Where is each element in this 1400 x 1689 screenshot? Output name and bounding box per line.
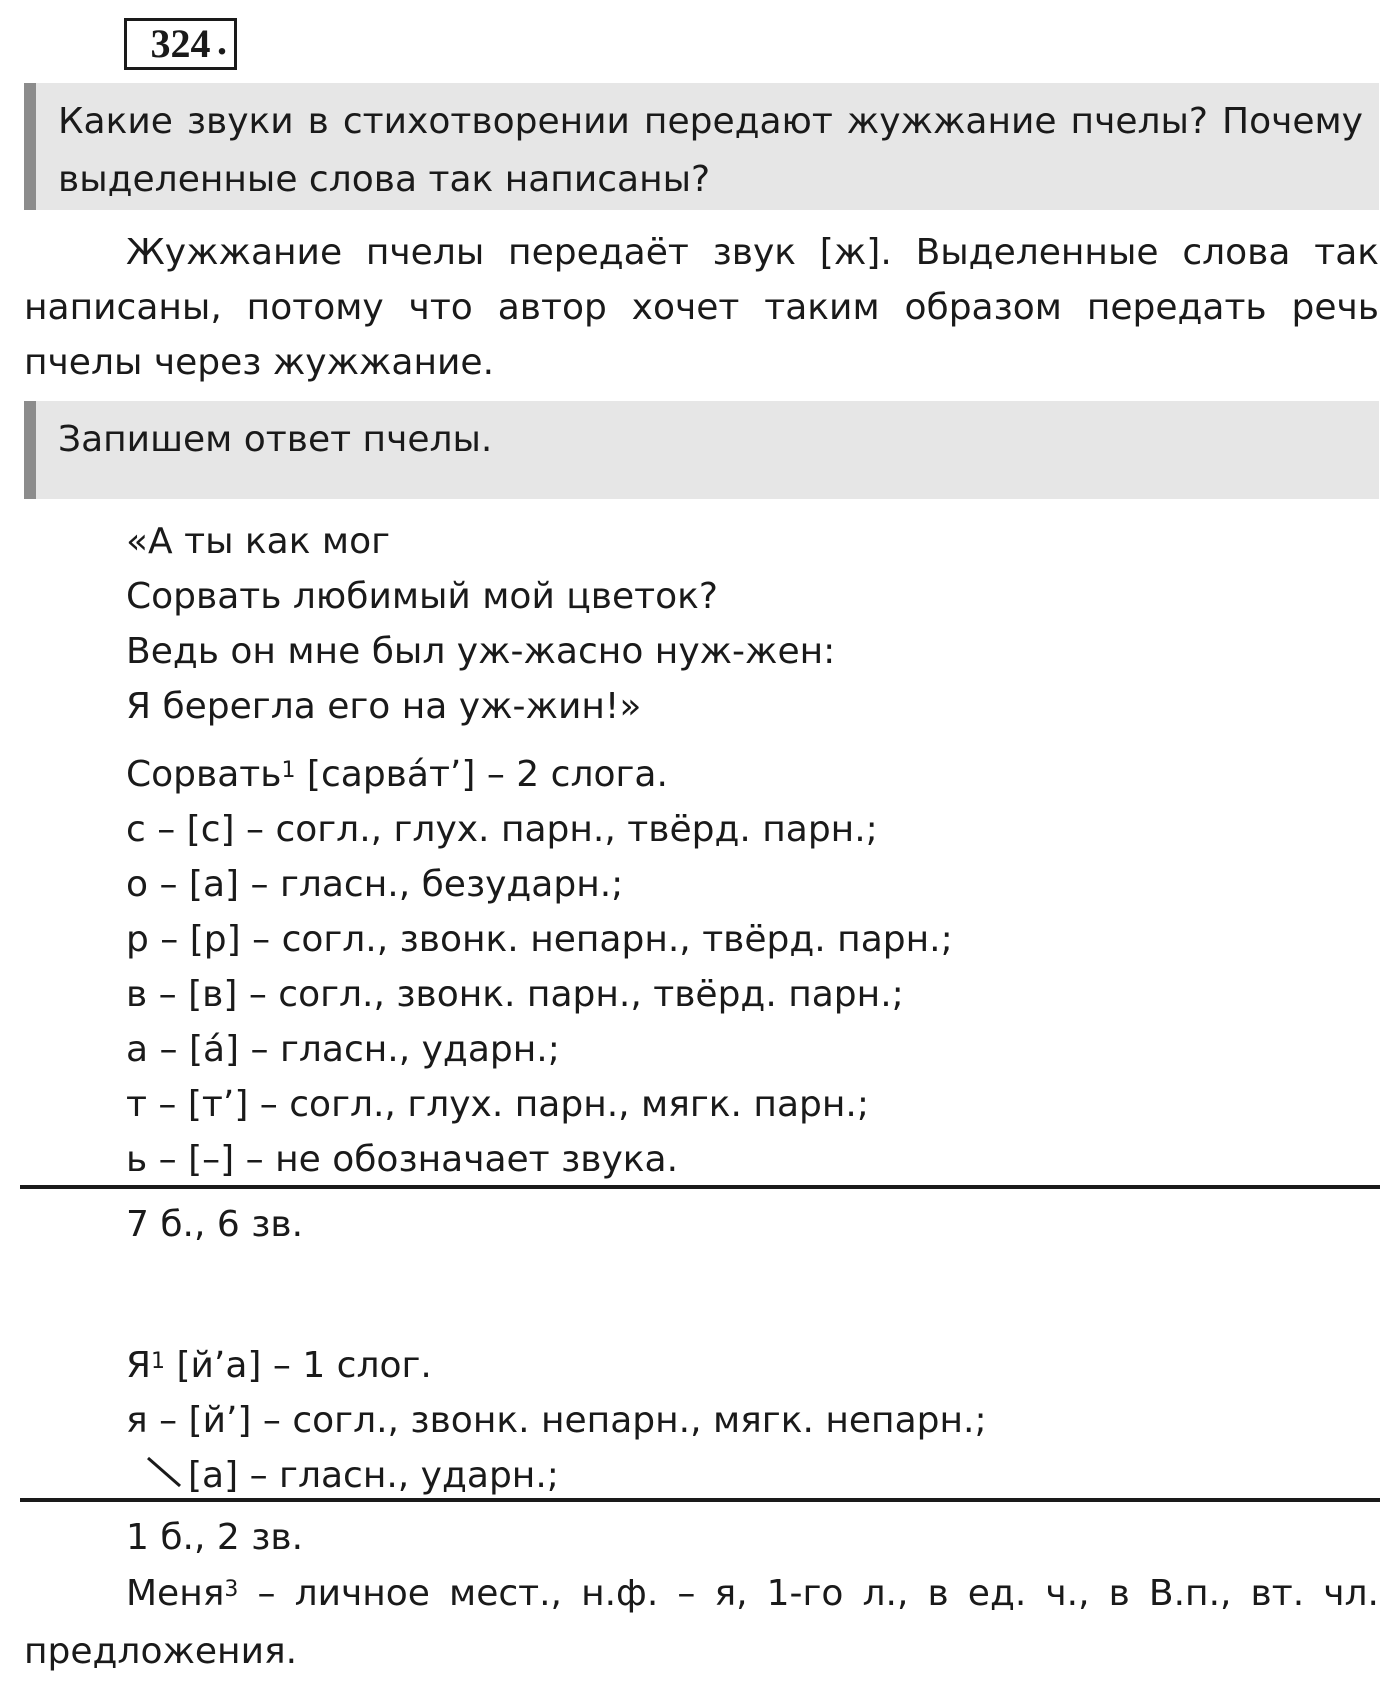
analysis-header bbox=[126, 747, 1366, 802]
note-text: – личное мест., н.ф. – я, 1-го л., в ед. ч., в В.п., вт. чл. предложения. bbox=[24, 1573, 1379, 1672]
analysis-line-second-sound bbox=[126, 1448, 1366, 1503]
analysis-header bbox=[126, 1338, 1366, 1393]
analysis-line: т – [т’] – согл., глух. парн., мягк. парн.; bbox=[126, 1084, 869, 1125]
poem-line: Сорвать любимый мой цветок? bbox=[126, 576, 718, 617]
total-line: 1 б., 2 зв. bbox=[126, 1517, 304, 1558]
analysis-line: с – [с] – согл., глух. парн., твёрд. парн.; bbox=[126, 809, 878, 850]
note-word: Меня bbox=[126, 1573, 225, 1614]
note-superscript: 3 bbox=[224, 1577, 239, 1602]
total-line: 7 б., 6 зв. bbox=[126, 1204, 304, 1245]
analysis-transcription: [й’а] – 1 слог. bbox=[165, 1345, 432, 1386]
answer-paragraph: Жужжание пчелы передаёт звук [ж]. Выделенные слова так написаны, потому что автор хочет таким образом передать речь пчелы через жужжание. bbox=[24, 232, 1379, 383]
phonetic-analysis-ya bbox=[126, 1338, 1366, 1503]
analysis-line: а – [а́] – гласн., ударн.; bbox=[126, 1029, 560, 1070]
analysis-line: ь – [–] – не обозначает звука. bbox=[126, 1139, 679, 1180]
analysis-text: [а] – гласн., ударн.; bbox=[188, 1455, 559, 1496]
analysis-total bbox=[126, 1510, 1366, 1565]
analysis-transcription: [сарва́т’] – 2 слога. bbox=[295, 754, 668, 795]
task-instruction: Запишем ответ пчелы. bbox=[24, 401, 1379, 499]
analysis-superscript: 1 bbox=[151, 1349, 166, 1374]
poem-line: Ведь он мне был уж-жасно нуж-жен: bbox=[126, 631, 836, 672]
poem-line: «А ты как мог bbox=[126, 521, 391, 562]
poem-line: Я берегла его на уж-жин!» bbox=[126, 686, 642, 727]
phonetic-analysis-sorvat bbox=[126, 747, 1366, 1187]
divider-rule bbox=[20, 1185, 1380, 1189]
analysis-line: я – [й’] – согл., звонк. непарн., мягк. непарн.; bbox=[126, 1400, 987, 1441]
divider-rule bbox=[20, 1498, 1380, 1502]
analysis-superscript: 1 bbox=[281, 758, 296, 783]
analysis-line: р – [р] – согл., звонк. непарн., твёрд. парн.; bbox=[126, 919, 953, 960]
analysis-word: Я bbox=[126, 1345, 152, 1386]
task-question: Какие звуки в стихотворении передают жужжание пчелы? Почему выделенные слова так написаны? bbox=[24, 83, 1379, 210]
morphological-note bbox=[24, 1565, 1379, 1681]
analysis-line: в – [в] – согл., звонк. парн., твёрд. парн.; bbox=[126, 974, 904, 1015]
connector-slash-icon bbox=[130, 1452, 186, 1492]
exercise-number-dot: . bbox=[217, 18, 227, 63]
analysis-word: Сорвать bbox=[126, 754, 282, 795]
exercise-number: 324 bbox=[124, 18, 237, 70]
analysis-line: о – [а] – гласн., безударн.; bbox=[126, 864, 624, 905]
analysis-total bbox=[126, 1197, 1366, 1252]
poem bbox=[126, 514, 1366, 734]
